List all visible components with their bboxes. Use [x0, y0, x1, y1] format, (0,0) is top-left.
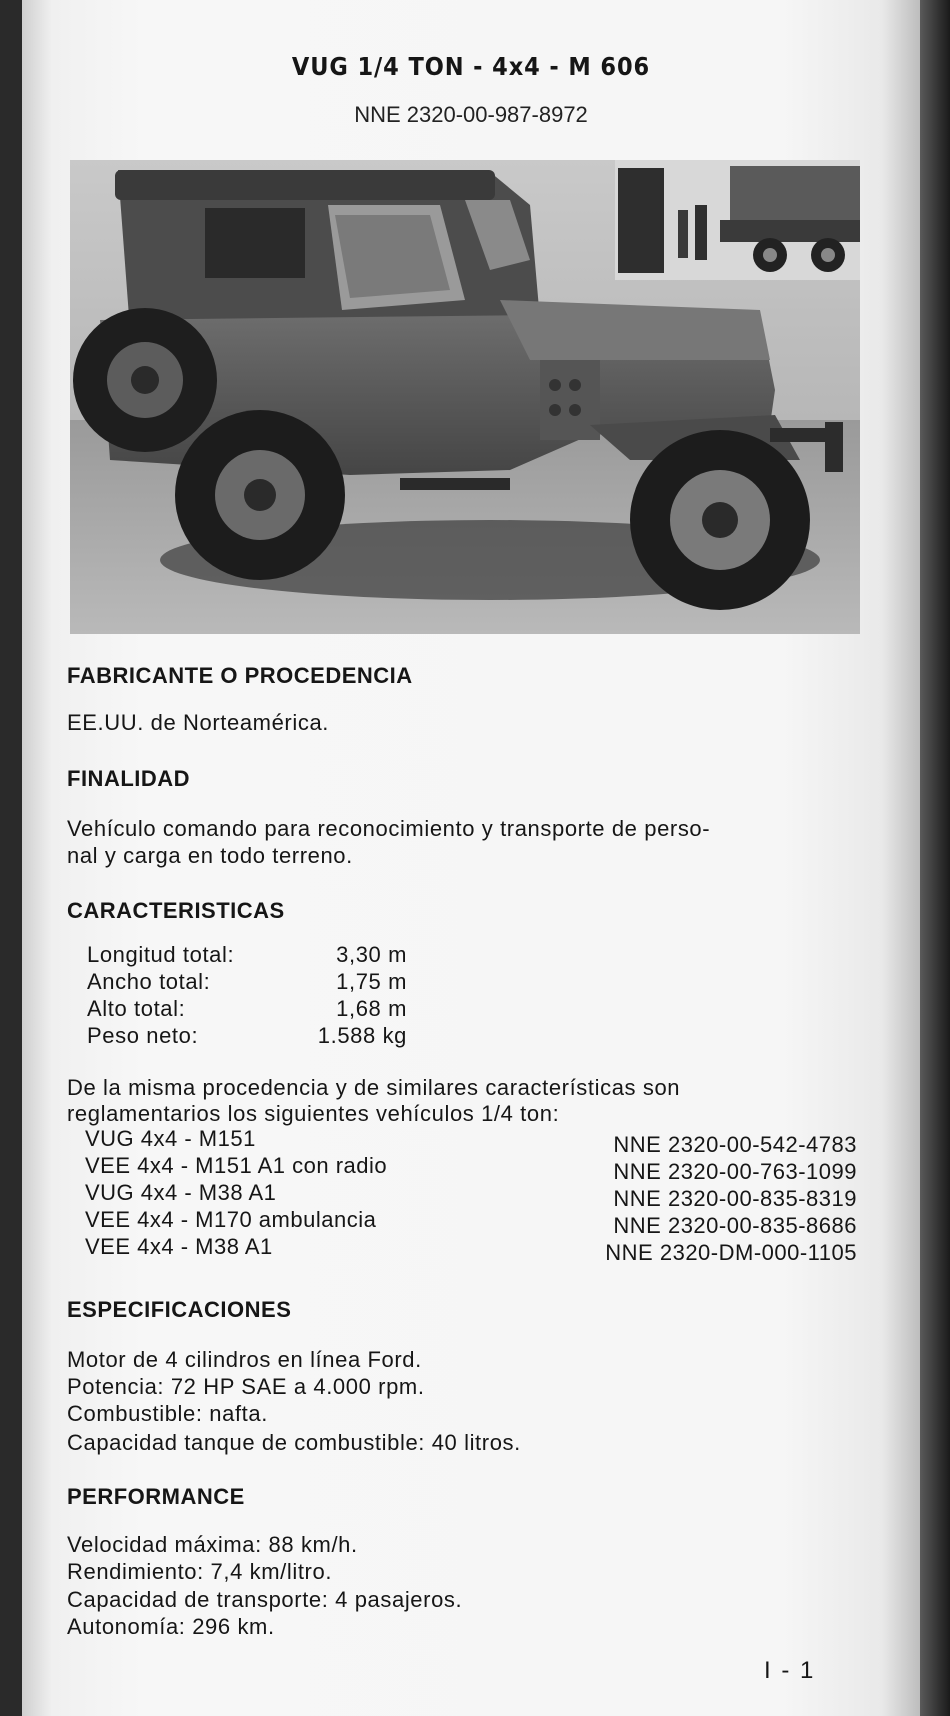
vehicle-nne: NNE 2320-00-835-8686: [613, 1213, 857, 1238]
vehicle-name: VEE 4x4 - M170 ambulancia: [85, 1207, 377, 1232]
spec-value: 1.588 kg: [317, 1023, 407, 1048]
performance-line: Velocidad máxima: 88 km/h.: [67, 1532, 358, 1557]
vehicle-name: VUG 4x4 - M151: [85, 1126, 256, 1151]
section-heading-fabricante: FABRICANTE O PROCEDENCIA: [67, 663, 413, 688]
list-item: [67, 1153, 857, 1184]
list-item: [67, 1126, 857, 1157]
performance-line: Autonomía: 296 km.: [67, 1614, 275, 1639]
performance-line: Rendimiento: 7,4 km/litro.: [67, 1559, 333, 1584]
similar-vehicles-intro-line-1: De la misma procedencia y de similares características son: [67, 1075, 681, 1100]
spec-line: Motor de 4 cilindros en línea Ford.: [67, 1347, 422, 1372]
spec-line: Combustible: nafta.: [67, 1401, 268, 1426]
spec-label: Ancho total:: [87, 969, 211, 994]
spec-line: Capacidad tanque de combustible: 40 litros.: [67, 1430, 521, 1455]
stock-number: NNE 2320-00-987-8972: [354, 102, 588, 127]
similar-vehicles-intro-line-2: reglamentarios los siguientes vehículos 1/4 ton:: [67, 1101, 560, 1126]
spec-line: Potencia: 72 HP SAE a 4.000 rpm.: [67, 1374, 425, 1399]
finalidad-text-line-1: Vehículo comando para reconocimiento y transporte de perso-: [67, 816, 711, 841]
document-page: [22, 0, 920, 1716]
list-item: [67, 1207, 857, 1238]
similar-vehicles-list: [67, 1126, 857, 1265]
finalidad-text-line-2: nal y carga en todo terreno.: [67, 843, 353, 868]
spec-label: Longitud total:: [87, 942, 235, 967]
jeep-photo: [70, 160, 860, 634]
list-item: [67, 1234, 857, 1265]
vehicle-name: VEE 4x4 - M38 A1: [85, 1234, 273, 1259]
page-number: I - 1: [764, 1657, 816, 1684]
section-heading-performance: PERFORMANCE: [67, 1484, 245, 1509]
section-heading-caracteristicas: CARACTERISTICAS: [67, 898, 285, 923]
vehicle-nne: NNE 2320-00-835-8319: [613, 1186, 857, 1211]
list-item: [67, 1180, 857, 1211]
spec-label: Alto total:: [87, 996, 186, 1021]
fabricante-text: EE.UU. de Norteamérica.: [67, 710, 329, 735]
page-title: VUG 1/4 TON - 4x4 - M 606: [291, 52, 651, 81]
vehicle-name: VEE 4x4 - M151 A1 con radio: [85, 1153, 388, 1178]
vehicle-nne: NNE 2320-00-763-1099: [613, 1159, 857, 1184]
vehicle-name: VUG 4x4 - M38 A1: [85, 1180, 277, 1205]
section-heading-especificaciones: ESPECIFICACIONES: [67, 1297, 292, 1322]
page-edge-shadow: [920, 0, 950, 1716]
performance-line: Capacidad de transporte: 4 pasajeros.: [67, 1587, 463, 1612]
spec-value: 3,30 m: [336, 942, 407, 967]
section-heading-finalidad: FINALIDAD: [67, 766, 191, 791]
vehicle-nne: NNE 2320-DM-000-1105: [605, 1240, 857, 1265]
spec-value: 1,75 m: [336, 969, 407, 994]
vehicle-nne: NNE 2320-00-542-4783: [613, 1132, 857, 1157]
spec-label: Peso neto:: [87, 1023, 199, 1048]
spec-value: 1,68 m: [336, 996, 407, 1021]
